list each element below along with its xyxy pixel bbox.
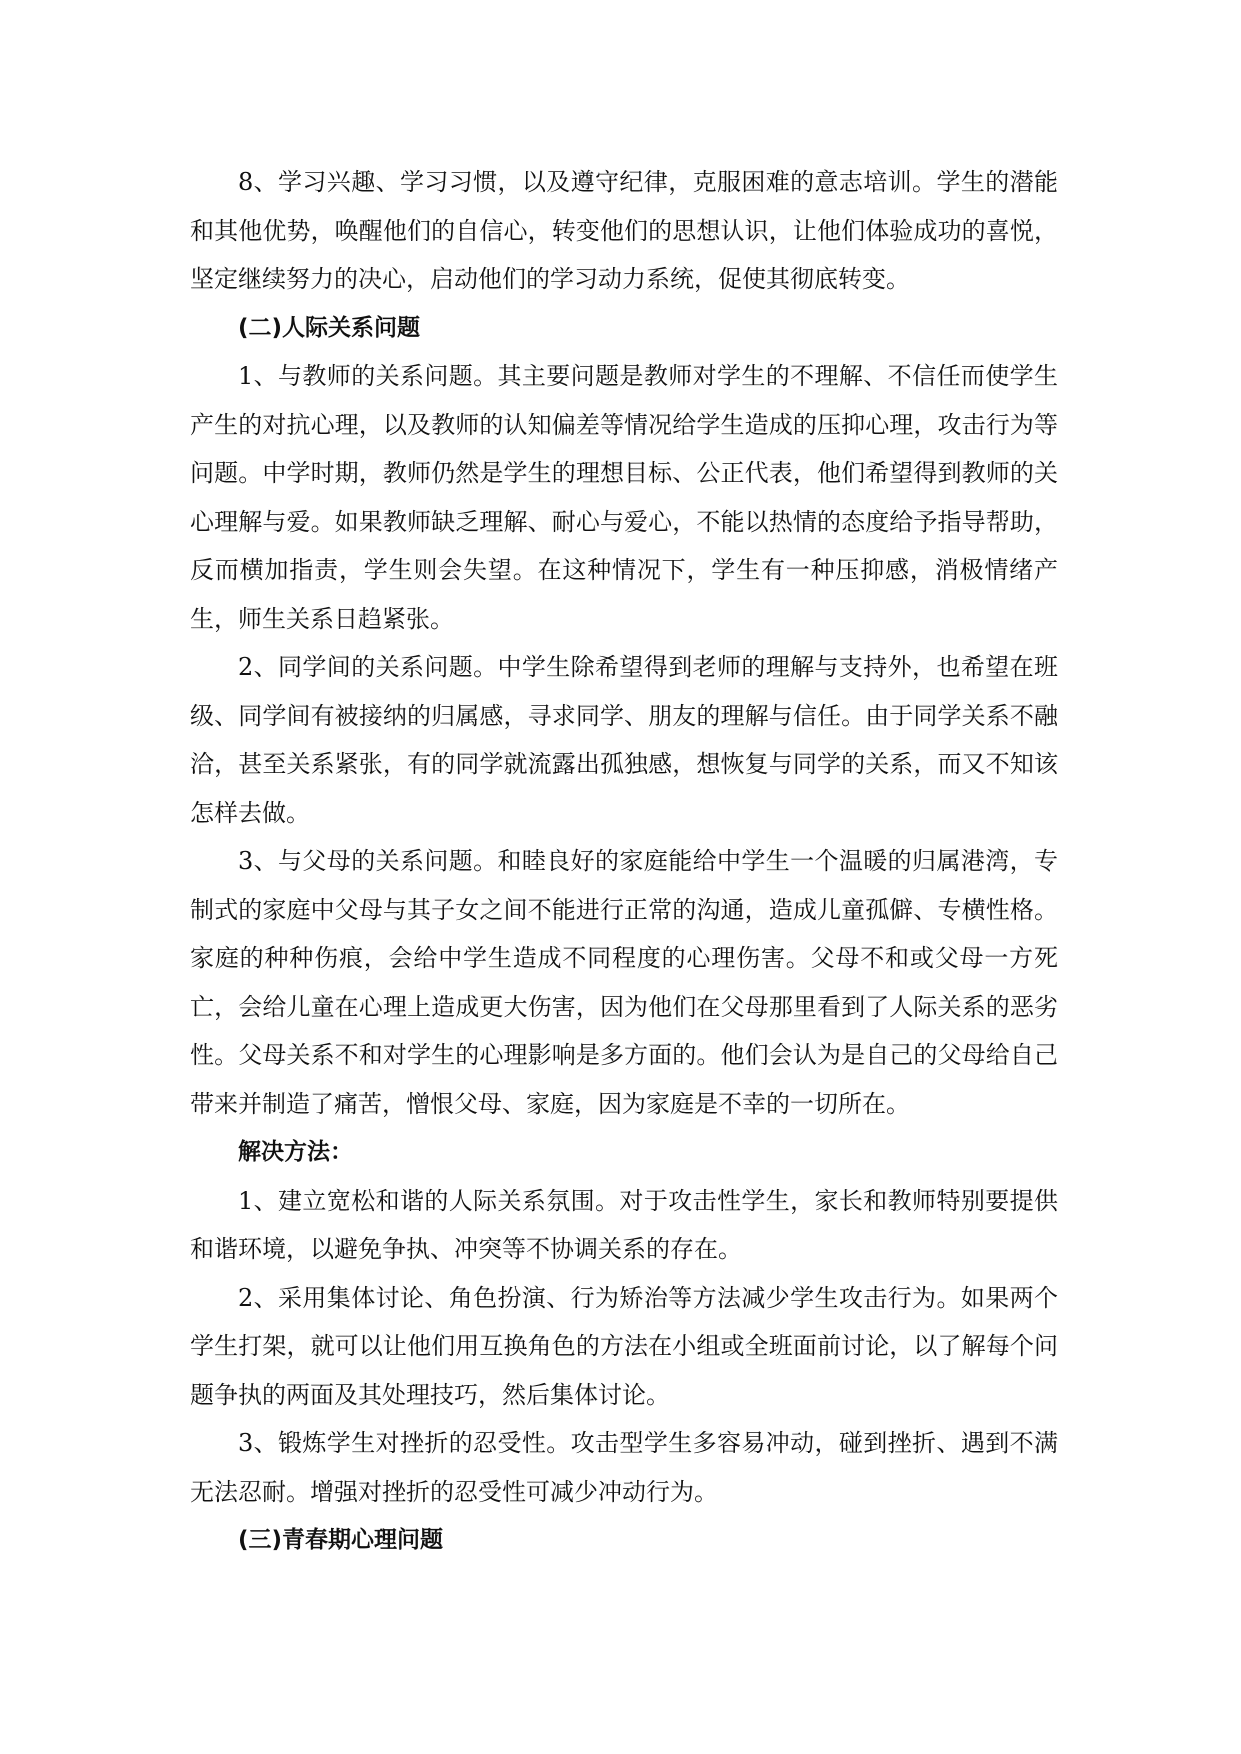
paragraph-solution-2: 2、采用集体讨论、角色扮演、行为矫治等方法减少学生攻击行为。如果两个学生打架，就可以让他们用互换角色的方法在小组或全班面前讨论，以了解每个问题争执的两面及其处理技巧，然后集体讨论。 [190, 1283, 1058, 1409]
paragraph-teacher-relation: 1、与教师的关系问题。其主要问题是教师对学生的不理解、不信任而使学生产生的对抗心理，以及教师的认知偏差等情况给学生造成的压抑心理，攻击行为等问题。中学时期，教师仍然是学生的理想目标、公正代表，他们希望得到教师的关心理解与爱。如果教师缺乏理解、耐心与爱心，不能以热情的态度给予指导帮助，反而横加指责，学生则会失望。在这种情况下，学生有一种压抑感，消极情绪产生，师生关系日趋紧张。 [190, 362, 1058, 633]
document-body [190, 158, 1058, 1565]
paragraph-solution-3: 3、锻炼学生对挫折的忍受性。攻击型学生多容易冲动，碰到挫折、遇到不满无法忍耐。增强对挫折的忍受性可减少冲动行为。 [190, 1429, 1058, 1506]
section-heading-interpersonal: (二)人际关系问题 [238, 314, 421, 341]
paragraph-learning-interest: 8、学习兴趣、学习习惯，以及遵守纪律，克服困难的意志培训。学生的潜能和其他优势，唤醒他们的自信心，转变他们的思想认识，让他们体验成功的喜悦，坚定继续努力的决心，启动他们的学习动力系统，促使其彻底转变。 [190, 168, 1058, 293]
paragraph-classmate-relation: 2、同学间的关系问题。中学生除希望得到老师的理解与支持外，也希望在班级、同学间有被接纳的归属感，寻求同学、朋友的理解与信任。由于同学关系不融洽，甚至关系紧张，有的同学就流露出孤独感，想恢复与同学的关系，而又不知该怎样去做。 [190, 653, 1058, 827]
paragraph-solution-1: 1、建立宽松和谐的人际关系氛围。对于攻击性学生，家长和教师特别要提供和谐环境，以避免争执、冲突等不协调关系的存在。 [190, 1186, 1058, 1263]
paragraph-parent-relation: 3、与父母的关系问题。和睦良好的家庭能给中学生一个温暖的归属港湾，专制式的家庭中父母与其子女之间不能进行正常的沟通，造成儿童孤僻、专横性格。家庭的种种伤痕，会给中学生造成不同程度的心理伤害。父母不和或父母一方死亡，会给儿童在心理上造成更大伤害，因为他们在父母那里看到了人际关系的恶劣性。父母关系不和对学生的心理影响是多方面的。他们会认为是自己的父母给自己带来并制造了痛苦，憎恨父母、家庭，因为家庭是不幸的一切所在。 [190, 847, 1058, 1118]
section-heading-adolescence: (三)青春期心理问题 [238, 1527, 444, 1553]
section-heading-solutions: 解决方法： [238, 1139, 353, 1165]
